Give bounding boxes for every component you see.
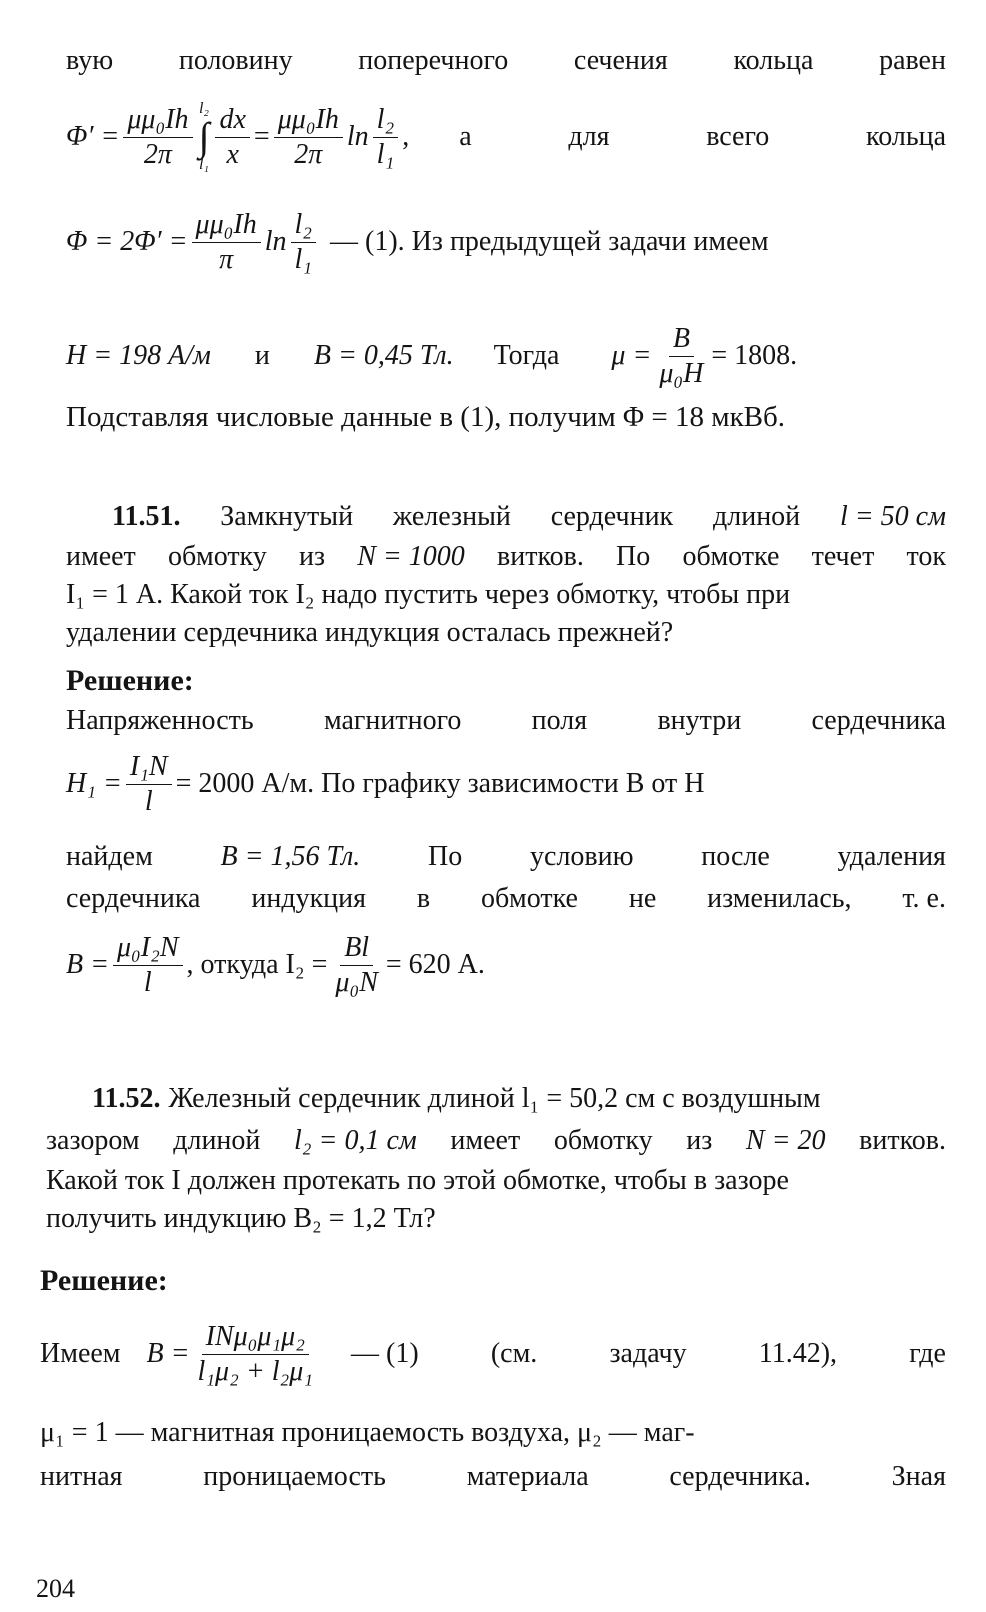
value-b: B = 0,45 Тл. [313,340,454,371]
word: и [254,340,270,371]
line-1 [66,44,946,78]
comma: , [402,121,410,152]
numerator: μμ₀Ih [192,210,261,243]
numerator: dx [215,105,249,138]
word: а [459,121,472,152]
word: зазором [46,1125,140,1156]
problem-number: 11.51. [112,501,181,532]
word: N = 1000 [357,541,465,572]
word: вую [66,45,114,76]
solution-11-52-line-3 [40,1460,946,1494]
formula-h1 [66,742,946,826]
word: изменилась, [707,883,852,914]
integral-lower-limit: l₁ [198,156,209,173]
problem-11-52-line-3: Какой ток I должен протекать по этой обмотке, чтобы в зазоре [46,1165,789,1196]
word: N = 20 [745,1125,826,1156]
word: найдем [66,841,153,872]
numerator: l₂ [291,210,317,243]
word: всего [706,121,770,152]
numerator: l₂ [373,105,399,138]
integral-upper-limit: l₂ [198,100,209,117]
trailing-words [459,120,946,154]
word: сердечника [811,705,946,736]
numerator: B [669,324,694,357]
fraction [274,105,343,170]
word: индукция [251,883,367,914]
numerator: μμ₀Ih [274,105,343,138]
line-result: Подставляя числовые данные в (1), получим Φ = 18 мкВб. [66,401,786,433]
numerator: μ₀I₂N [113,933,183,966]
word: для [568,121,610,152]
denominator: l₁ [376,138,395,170]
denominator: x [226,138,239,170]
problem-11-52-line-2 [46,1124,946,1158]
word: сечения [573,45,668,76]
value-h: H = 198 А/м [66,340,211,371]
word: магнитного [323,705,462,736]
formula-lhs: Φ = 2Φ′ = [66,226,188,257]
word: Тогда [493,340,560,371]
word: т. е. [902,883,946,914]
word: (см. [490,1338,538,1369]
word: 11.42), [758,1338,838,1369]
numerator: INμ₀μ₁μ₂ [202,1322,309,1355]
equals-sign: = [253,121,270,152]
word: проницаемость [203,1461,386,1492]
denominator: μ₀N [335,966,378,998]
fraction [215,105,249,170]
word: Напряженность [66,705,254,736]
word: железный [392,501,511,532]
word: обмотку [168,541,267,572]
text-run: = 2000 А/м. По графику зависимости B от H [175,768,705,799]
word: обмотке [481,883,578,914]
word: задачу [609,1338,687,1369]
denominator: l [143,966,152,998]
formula-b-gap [40,1306,946,1402]
problem-11-51-line-2 [66,540,946,574]
formula-lhs: B = [66,949,109,980]
fraction [373,105,399,170]
problem-11-52-line-1 [92,1082,946,1116]
word: длиной [712,501,801,532]
word: условию [530,841,634,872]
word: витков. [859,1125,946,1156]
word: не [628,883,657,914]
formula-lhs: B = [146,1338,190,1369]
word: имеет [450,1125,521,1156]
formula-lhs: Φ′ = [66,121,120,152]
word: кольца [866,121,946,152]
word: — (1) [351,1338,419,1369]
text-run: , откуда I₂ = [186,949,328,980]
problem-11-51-line-3: I₁ = 1 А. Какой ток I₂ надо пустить через обмотку, чтобы при [66,579,791,610]
word: По [428,841,463,872]
word: течет [811,541,875,572]
problem-number: 11.52. [92,1083,161,1114]
word: B = 1,56 Тл. [220,841,361,872]
word: витков. [497,541,584,572]
word: l₂ = 0,1 см [294,1125,417,1156]
solution-heading: Решение: [40,1264,168,1297]
integral-sign: ∫ [198,114,210,159]
word: половину [178,45,293,76]
denominator: μ₀H [659,357,704,389]
fraction [331,933,381,998]
solution-11-51-line-1 [66,704,946,738]
word: сердечника [66,883,201,914]
word: поперечного [358,45,509,76]
formula-lhs: μ = [611,340,652,371]
word: в [416,883,431,914]
denominator: l [144,785,153,817]
word: из [298,541,326,572]
fraction [192,210,261,275]
ln-symbol: ln [346,121,369,152]
word: материала [466,1461,589,1492]
numerator: Bl [340,933,373,966]
word: после [701,841,770,872]
word: обмотку [553,1125,653,1156]
word: Имеем [40,1338,121,1369]
word: сердечник [550,501,674,532]
solution-11-52-line-2: μ₁ = 1 — магнитная проницаемость воздуха, μ₂ — маг- [40,1417,695,1448]
numerator: I₁N [126,752,172,785]
formula-flux-total [66,200,946,284]
integral [199,101,210,173]
ln-symbol: ln [264,226,287,257]
word: имеет [66,541,136,572]
word: равен [879,45,946,76]
result-value: = 1808. [711,340,798,371]
formula-b-i2 [66,920,946,1010]
problem-11-51-line-4: удалении сердечника индукция осталась прежней? [66,617,674,648]
word: Зная [891,1461,946,1492]
word: По [616,541,651,572]
word: поля [531,705,588,736]
text-run: Железный сердечник длиной l₁ = 50,2 см с воздушным [168,1083,821,1114]
word: обмотке [682,541,780,572]
fraction [113,933,183,998]
word: нитная [40,1461,123,1492]
solution-heading: Решение: [66,664,194,697]
word: ток [906,541,946,572]
fraction [126,752,172,817]
word: длиной [173,1125,261,1156]
denominator: 2π [294,138,323,170]
result-value: = 620 А. [385,949,485,980]
fraction [291,210,317,275]
word: l = 50 см [839,501,946,532]
fraction [123,105,192,170]
word: где [909,1338,946,1369]
formula-lhs: H₁ = [66,768,122,799]
denominator: l₁μ₂ + l₂μ₁ [197,1355,314,1387]
problem-11-52-line-4: получить индукцию B₂ = 1,2 Тл? [46,1203,436,1234]
formula-flux-half [66,92,946,182]
word: кольца [733,45,814,76]
trailing-words [351,1337,946,1371]
word: Замкнутый [220,501,354,532]
word: внутри [657,705,742,736]
denominator: l₁ [294,243,313,275]
word: из [686,1125,713,1156]
problem-11-51-line-1 [112,500,946,534]
numerator: μμ₀Ih [123,105,192,138]
text-run: — (1). Из предыдущей задачи имеем [330,226,769,257]
word: сердечника. [669,1461,811,1492]
denominator: π [219,243,234,275]
page-number: 204 [36,1574,75,1603]
solution-11-51-line-4 [66,882,946,916]
line-h-b-mu [66,314,946,398]
fraction [655,324,707,389]
solution-11-51-line-3 [66,840,946,874]
denominator: 2π [143,138,172,170]
fraction [194,1322,318,1387]
word: удаления [837,841,946,872]
